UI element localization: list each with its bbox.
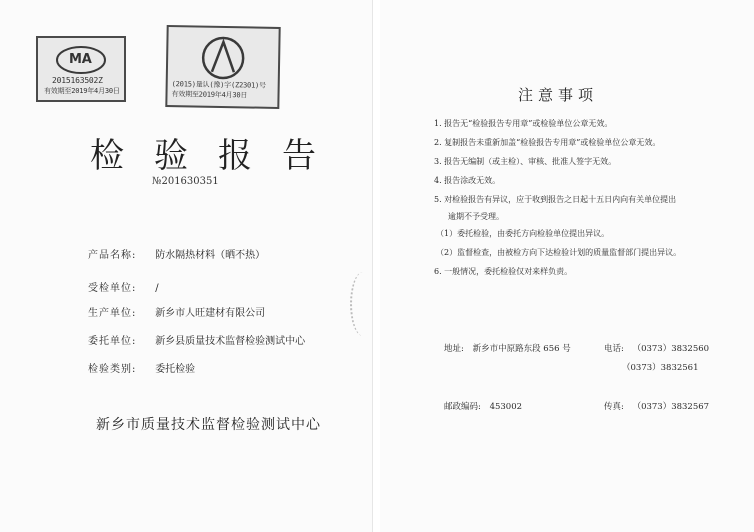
field-label: 产品名称: — [88, 250, 137, 261]
notice-item: 2. 复制报告未重新加盖“检验报告专用章”或检验单位公章无效。 — [434, 138, 661, 147]
cma-stamp — [36, 36, 126, 102]
field-client — [88, 332, 305, 347]
field-label: 委托单位: — [88, 336, 137, 347]
field-product-name — [88, 246, 265, 261]
binding-seal-mark — [350, 272, 376, 336]
notice-item: （2）监督检查，由被检方向下达检验计划的质量监督部门提出异议。 — [436, 248, 682, 257]
postcode-label: 邮政编码: — [444, 402, 481, 412]
address-value: 新乡市中原路东段 656 号 — [472, 344, 571, 354]
issuing-organization: 新乡市质量技术监督检验测试中心 — [96, 417, 321, 433]
field-value: 防水隔热材料（晒不热） — [155, 250, 266, 261]
cma-stamp-number: 2015163502Z — [52, 76, 103, 85]
field-value: 新乡市人旺建材有限公司 — [155, 308, 266, 319]
notice-item: 逾期不予受理。 — [448, 212, 504, 221]
cma-logo-text: MA — [69, 52, 92, 67]
fax — [604, 400, 709, 412]
notice-item: 5. 对检验报告有异议，应于收到报告之日起十五日内向有关单位提出 — [434, 195, 677, 204]
postcode — [444, 400, 522, 412]
report-number: №201630351 — [152, 176, 219, 187]
field-value: 新乡县质量技术监督检验测试中心 — [155, 336, 306, 347]
notice-item: （1）委托检验，由委托方向检验单位提出异议。 — [436, 229, 610, 238]
phone-value-1: （0373）3832560 — [632, 344, 710, 354]
field-label: 检验类别: — [88, 364, 137, 375]
cac-stamp — [165, 25, 280, 109]
fax-value: （0373）3832567 — [632, 402, 710, 412]
field-manufacturer — [88, 304, 265, 319]
cac-stamp-number: (2015)量认(豫)字(Z2301)号 — [171, 80, 266, 90]
address-label: 地址: — [444, 344, 464, 354]
notice-item: 4. 报告涂改无效。 — [434, 176, 501, 185]
notice-item: 3. 报告无编制（或主检）、审核、批准人签字无效。 — [434, 157, 617, 166]
address — [444, 342, 571, 354]
postcode-value: 453002 — [489, 402, 523, 412]
field-inspection-type — [88, 360, 195, 375]
cma-stamp-validity: 有效期至2019年4月30日 — [44, 87, 120, 95]
field-label: 受检单位: — [88, 283, 137, 294]
notice-title: 注意事项 — [518, 86, 599, 104]
field-value: / — [155, 283, 159, 294]
notice-item: 1. 报告无“检验报告专用章”或检验单位公章无效。 — [434, 119, 613, 128]
field-label: 生产单位: — [88, 308, 137, 319]
notice-item: 6. 一般情况，委托检验仅对来样负责。 — [434, 267, 573, 276]
phone-value-2: （0373）3832561 — [622, 363, 699, 373]
phone-label: 电话: — [604, 344, 624, 354]
report-cover-page — [0, 0, 373, 532]
fax-label: 传真: — [604, 402, 624, 412]
field-inspected-unit — [88, 279, 159, 294]
field-value: 委托检验 — [155, 364, 196, 375]
report-title: 检验报告 — [90, 136, 346, 176]
phone — [604, 342, 709, 354]
cac-stamp-validity: 有效期至2019年4月30日 — [171, 90, 248, 100]
